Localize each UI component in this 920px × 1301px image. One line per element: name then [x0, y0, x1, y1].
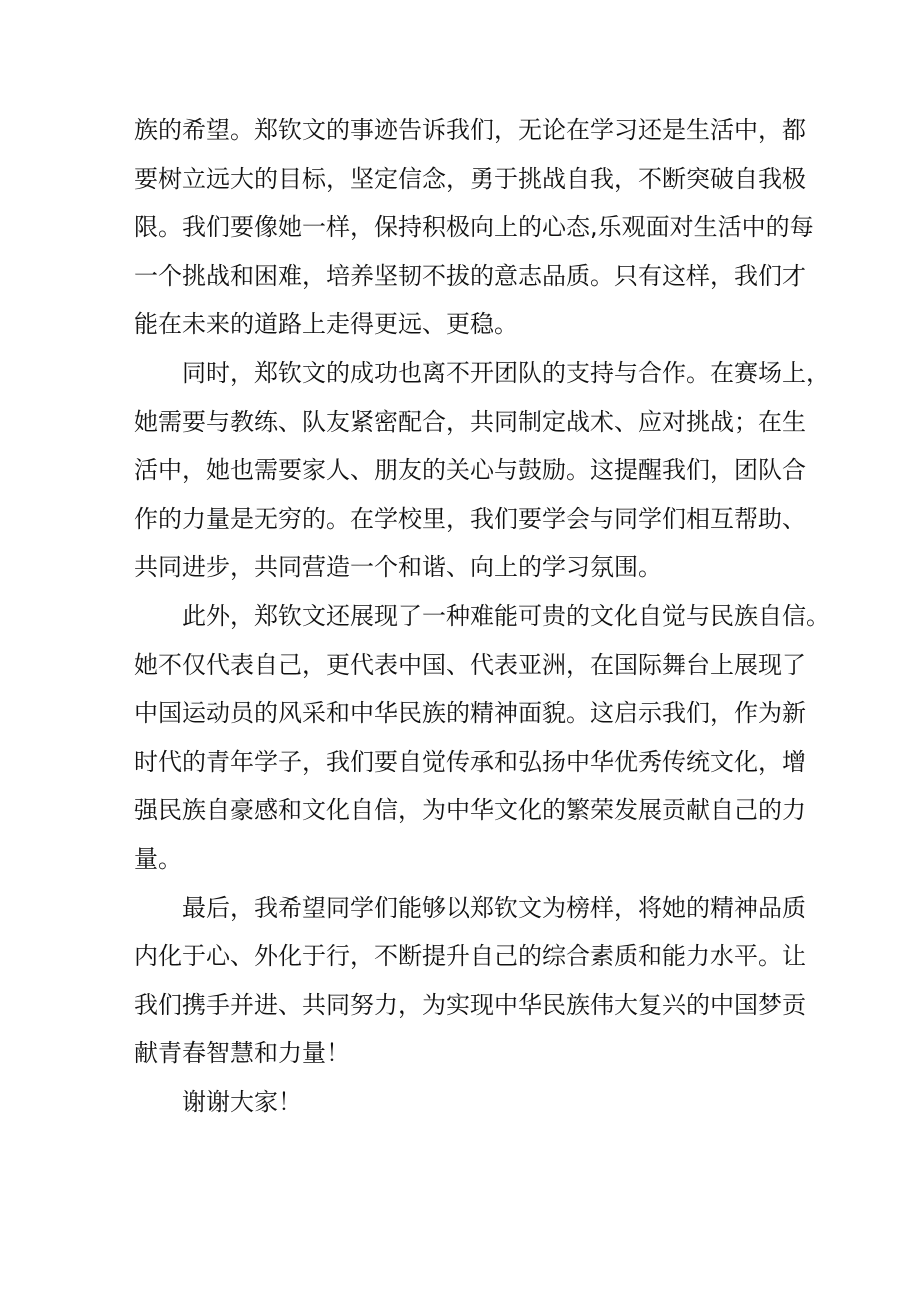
text-line: 要树立远大的目标，坚定信念，勇于挑战自我，不断突破自我极: [134, 164, 806, 193]
text-line: 能在未来的道路上走得更远、更稳。: [134, 310, 518, 339]
text-line: 时代的青年学子，我们要自觉传承和弘扬中华优秀传统文化，增: [134, 747, 806, 776]
text-line: 她需要与教练、队友紧密配合，共同制定战术、应对挑战；在生: [134, 407, 806, 436]
paragraph-3: [134, 592, 830, 884]
paragraph-4: [134, 884, 806, 1078]
paragraph-closing: [134, 1078, 806, 1127]
text-line: 强民族自豪感和文化自信，为中华文化的繁荣发展贡献自己的力: [134, 796, 806, 825]
text-line: 她不仅代表自己，更代表中国、代表亚洲，在国际舞台上展现了: [134, 650, 806, 679]
text-line: 活中，她也需要家人、朋友的关心与鼓励。这提醒我们，团队合: [134, 456, 806, 485]
text-line: 献青春智慧和力量！: [134, 1039, 350, 1068]
paragraph-1: [134, 106, 814, 349]
text-line: 此外，郑钦文还展现了一种难能可贵的文化自觉与民族自信。: [182, 601, 830, 630]
text-line: 共同进步，共同营造一个和谐、向上的学习氛围。: [134, 553, 662, 582]
text-line: 最后，我希望同学们能够以郑钦文为榜样，将她的精神品质: [182, 893, 806, 922]
text-line: 我们携手并进、共同努力，为实现中华民族伟大复兴的中国梦贡: [134, 990, 806, 1019]
text-line: 同时，郑钦文的成功也离不开团队的支持与合作。在赛场上，: [182, 358, 830, 387]
text-line: 内化于心、外化于行，不断提升自己的综合素质和能力水平。让: [134, 942, 806, 971]
document-body: [134, 106, 830, 1126]
text-line: 限。我们要像她一样，保持积极向上的心态,乐观面对生活中的每: [134, 213, 814, 242]
text-line: 作的力量是无穷的。在学校里，我们要学会与同学们相互帮助、: [134, 504, 806, 533]
text-line: 中国运动员的风采和中华民族的精神面貌。这启示我们，作为新: [134, 699, 806, 728]
text-line: 量。: [134, 844, 182, 873]
text-line: 谢谢大家！: [182, 1087, 302, 1116]
text-line: 族的希望。郑钦文的事迹告诉我们，无论在学习还是生活中，都: [134, 116, 806, 144]
paragraph-2: [134, 349, 830, 592]
text-line: 一个挑战和困难，培养坚韧不拔的意志品质。只有这样，我们才: [134, 261, 806, 290]
